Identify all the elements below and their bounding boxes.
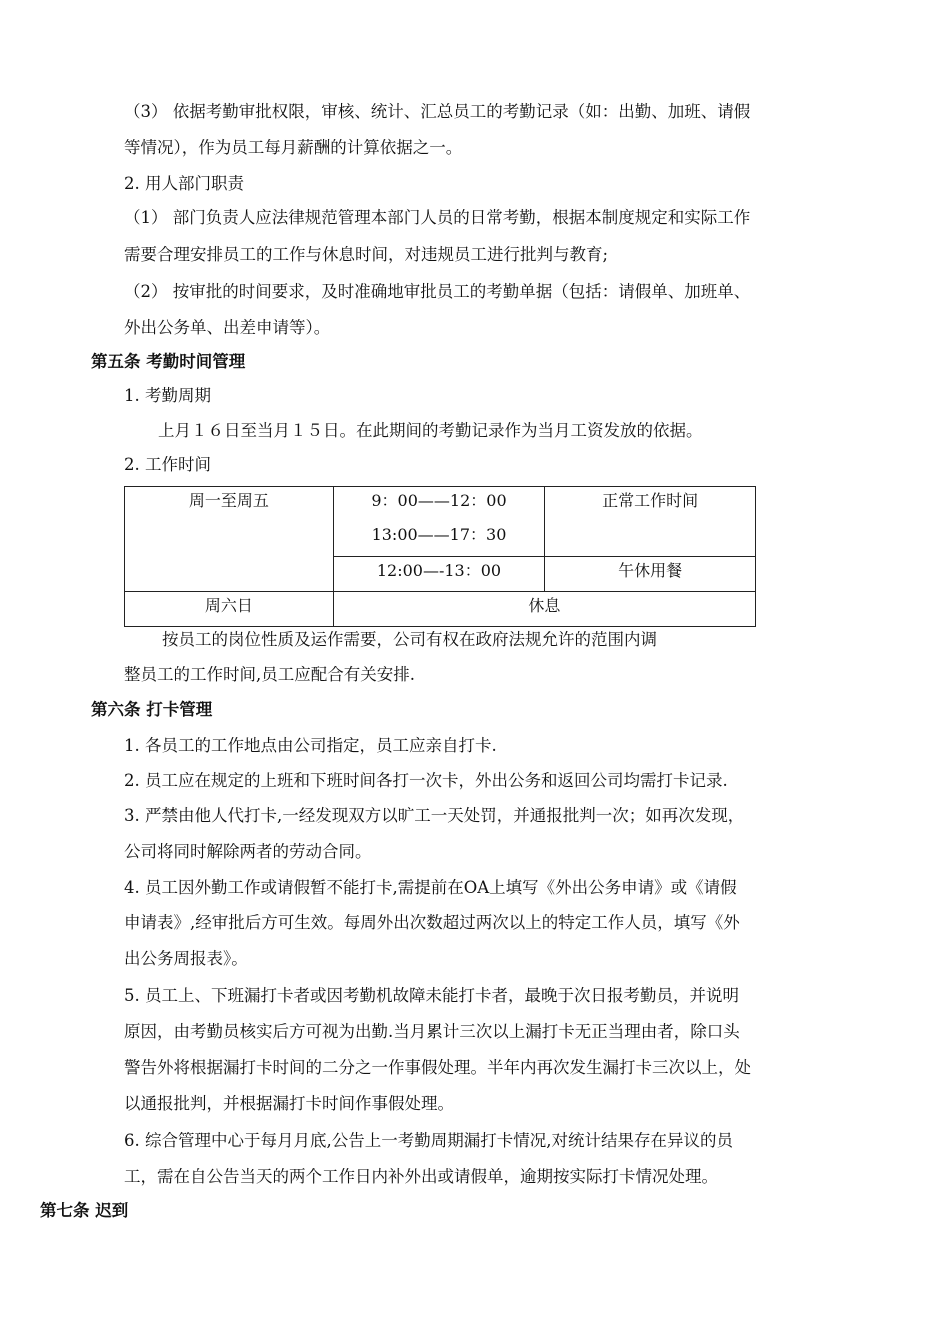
article-6-title: 第六条 打卡管理	[91, 700, 213, 719]
clock-item-1: 1. 各员工的工作地点由公司指定，员工应亲自打卡.	[124, 736, 497, 755]
item-3-line-1: （3） 依据考勤审批权限，审核、统计、汇总员工的考勤记录（如：出勤、加班、请假	[124, 102, 751, 121]
normal-work-cell	[545, 487, 756, 557]
clock-item-6-line-1: 6. 综合管理中心于每月月底,公告上一考勤周期漏打卡情况,对统计结果存在异议的员	[124, 1131, 733, 1150]
dept-item-2-line-2: 外出公务单、出差申请等）。	[124, 318, 331, 337]
clock-item-5-line-3: 警告外将根据漏打卡时间的二分之一作事假处理。半年内再次发生漏打卡三次以上，处	[124, 1058, 751, 1077]
lunch-desc-cell	[545, 557, 756, 592]
weekday-cell	[125, 487, 334, 592]
clock-item-4-line-1: 4. 员工因外勤工作或请假暂不能打卡,需提前在OA上填写《外出公务申请》或《请假	[124, 878, 737, 897]
work-hours-cell	[333, 487, 545, 557]
normal-work-label: 正常工作时间	[602, 491, 699, 510]
item-3-line-2: 等情况），作为员工每月薪酬的计算依据之一。	[124, 138, 463, 157]
clock-item-4-line-2: 申请表》,经审批后方可生效。每周外出次数超过两次以上的特定工作人员，填写《外	[124, 913, 740, 932]
attendance-cycle-heading: 1. 考勤周期	[124, 386, 211, 405]
morning-hours: 9：00——12：00	[371, 491, 507, 510]
dept-item-1-line-2: 需要合理安排员工的工作与休息时间，对违规员工进行批判与教育;	[124, 245, 609, 264]
clock-item-4-line-3: 出公务周报表》。	[124, 949, 248, 968]
clock-item-6-line-2: 工，需在自公告当天的两个工作日内补外出或请假单，逾期按实际打卡情况处理。	[124, 1167, 718, 1186]
weekend-label: 周六日	[204, 596, 253, 615]
dept-item-1-line-1: （1） 部门负责人应法律规范管理本部门人员的日常考勤，根据本制度规定和实际工作	[124, 208, 751, 227]
clock-item-3-line-1: 3. 严禁由他人代打卡,一经发现双方以旷工一天处罚，并通报批判一次；如再次发现，	[124, 806, 745, 825]
work-time-note-line-1: 按员工的岗位性质及运作需要，公司有权在政府法规允许的范围内调	[162, 630, 657, 649]
clock-item-5-line-4: 以通报批判，并根据漏打卡时间作事假处理。	[124, 1094, 454, 1113]
lunch-time-cell	[333, 557, 545, 592]
article-7-title: 第七条 迟到	[40, 1201, 129, 1220]
weekday-label: 周一至周五	[188, 491, 269, 510]
clock-item-3-line-2: 公司将同时解除两者的劳动合同。	[124, 842, 372, 861]
clock-item-5-line-2: 原因，由考勤员核实后方可视为出勤.当月累计三次以上漏打卡无正当理由者，除口头	[124, 1022, 740, 1041]
work-time-note-line-2: 整员工的工作时间,员工应配合有关安排.	[124, 665, 415, 684]
attendance-cycle-text: 上月１６日至当月１５日。在此期间的考勤记录作为当月工资发放的依据。	[158, 421, 703, 440]
sub-heading-dept-duties: 2. 用人部门职责	[124, 174, 244, 193]
lunch-label: 午休用餐	[618, 561, 683, 580]
clock-item-2: 2. 员工应在规定的上班和下班时间各打一次卡，外出公务和返回公司均需打卡记录.	[124, 771, 728, 790]
weekend-rest-label: 休息	[528, 596, 561, 615]
article-5-title: 第五条 考勤时间管理	[91, 352, 246, 371]
afternoon-hours: 13:00——17：30	[371, 525, 507, 544]
table-row	[125, 487, 756, 557]
table-row	[125, 592, 756, 627]
clock-item-5-line-1: 5. 员工上、下班漏打卡者或因考勤机故障未能打卡者，最晚于次日报考勤员，并说明	[124, 986, 739, 1005]
dept-item-2-line-1: （2） 按审批的时间要求，及时准确地审批员工的考勤单据（包括：请假单、加班单、	[124, 282, 751, 301]
lunch-time: 12:00—-13：00	[376, 561, 502, 580]
weekend-desc-cell	[333, 592, 755, 627]
weekend-cell	[125, 592, 334, 627]
work-time-table	[124, 486, 756, 627]
work-time-heading: 2. 工作时间	[124, 455, 211, 474]
